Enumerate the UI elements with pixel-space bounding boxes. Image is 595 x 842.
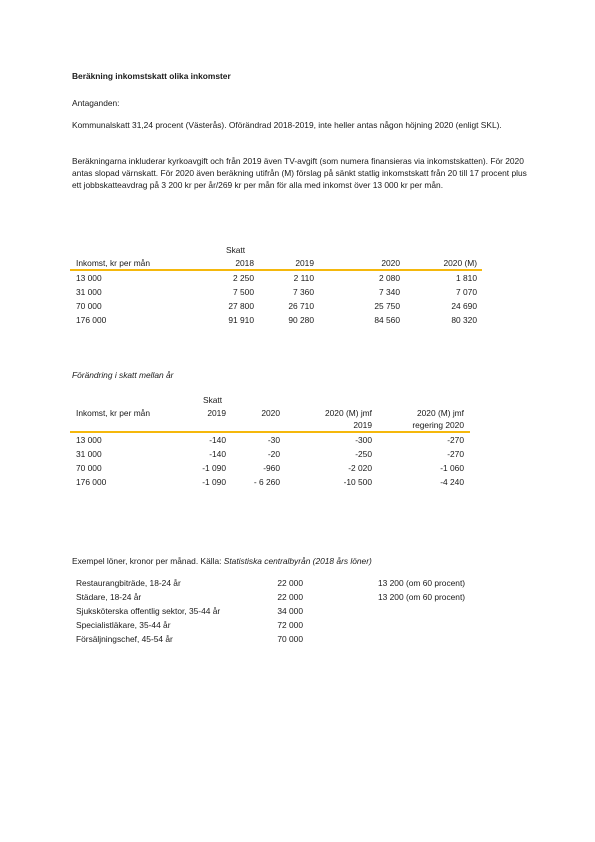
salary-note: 13 200 (om 60 procent) — [378, 592, 466, 602]
salary-amount: 34 000 — [277, 606, 303, 616]
table2-header-m-vs-2019: 2020 (M) jmf — [324, 408, 372, 418]
table-cell: -1 060 — [440, 463, 464, 473]
salary-amount: 22 000 — [277, 578, 303, 588]
salary-amount: 72 000 — [277, 620, 303, 630]
table2-header-m-vs-gov: 2020 (M) jmf — [416, 408, 464, 418]
salary-job: Försäljningschef, 45-54 år — [76, 634, 173, 644]
table-cell: 7 500 — [233, 287, 254, 297]
salaries-caption-source: Statistiska centralbyrån (2018 års löner) — [223, 556, 372, 566]
table-cell: 176 000 — [76, 315, 107, 325]
salary-amount: 70 000 — [277, 634, 303, 644]
salary-job: Sjuksköterska offentlig sektor, 35-44 år — [76, 606, 221, 616]
table-cell: -140 — [209, 449, 226, 459]
table2-header-2020: 2020 — [261, 408, 280, 418]
table2-header-m-vs-2019-line2: 2019 — [353, 420, 372, 430]
table1-header-2020m: 2020 (M) — [443, 258, 477, 268]
table-cell: 31 000 — [76, 287, 102, 297]
table-cell: 91 910 — [228, 315, 254, 325]
table-cell: 13 000 — [76, 273, 102, 283]
table-cell: -250 — [355, 449, 372, 459]
table-cell: 31 000 — [76, 449, 102, 459]
salary-amount: 22 000 — [277, 592, 303, 602]
salaries-caption — [72, 556, 372, 566]
salary-job: Städare, 18-24 år — [76, 592, 142, 602]
table-cell: 26 710 — [288, 301, 314, 311]
table-cell: 1 810 — [456, 273, 477, 283]
salaries-caption-text: Exempel löner, kronor per månad. Källa: — [72, 556, 224, 566]
table1-header-2018: 2018 — [235, 258, 254, 268]
table2-super-header: Skatt — [203, 395, 223, 405]
table-cell: 7 360 — [293, 287, 314, 297]
table-cell: -30 — [267, 435, 280, 445]
paragraph-municipal-tax: Kommunalskatt 31,24 procent (Västerås). Oförändrad 2018-2019, inte heller antas någon höjning 2020 (enligt SKL). — [72, 120, 502, 130]
table2-header-income: Inkomst, kr per mån — [76, 408, 151, 418]
table-cell: -2 020 — [348, 463, 372, 473]
change-table-title: Förändring i skatt mellan år — [72, 370, 174, 380]
table1-header-2019: 2019 — [295, 258, 314, 268]
table-cell: 27 800 — [228, 301, 254, 311]
table-cell: -20 — [267, 449, 280, 459]
table1-header-rule — [70, 269, 482, 271]
table-cell: 7 340 — [379, 287, 400, 297]
salary-note: 13 200 (om 60 procent) — [378, 578, 466, 588]
table-cell: 84 560 — [374, 315, 400, 325]
paragraph-calculation-notes: Beräkningarna inkluderar kyrkoavgift och från 2019 även TV-avgift (som numera finansieras via inkomstskatten). För 2020 antas slopad värnskatt. För 2020 även beräkning utifrån (M) förslag på sänkt statlig inkomstskatt från 20 till 17 procent plus ett jobbskatteavdrag på 3 200 kr per år/269 kr per mån för alla med inkomst över 13 000 kr per mån. — [72, 156, 527, 190]
table-cell: -4 240 — [440, 477, 464, 487]
table-cell: 70 000 — [76, 463, 102, 473]
table-cell: -10 500 — [343, 477, 372, 487]
table-cell: 176 000 — [76, 477, 107, 487]
table-cell: 2 250 — [233, 273, 254, 283]
table-cell: 7 070 — [456, 287, 477, 297]
table1-header-income: Inkomst, kr per mån — [76, 258, 151, 268]
table-cell: - 6 260 — [253, 477, 280, 487]
table-cell: -270 — [447, 435, 464, 445]
table-cell: -140 — [209, 435, 226, 445]
table-cell: 2 080 — [379, 273, 400, 283]
table-cell: -960 — [263, 463, 280, 473]
table-cell: -270 — [447, 449, 464, 459]
salary-job: Restaurangbiträde, 18-24 år — [76, 578, 181, 588]
table2-header-m-vs-gov-line2: regering 2020 — [412, 420, 464, 430]
table-cell: 24 690 — [451, 301, 477, 311]
assumptions-heading: Antaganden: — [72, 98, 120, 108]
table-cell: -300 — [355, 435, 372, 445]
table-cell: -1 090 — [202, 477, 226, 487]
table1-super-header: Skatt — [226, 245, 246, 255]
page-title: Beräkning inkomstskatt olika inkomster — [72, 71, 231, 81]
table-cell: -1 090 — [202, 463, 226, 473]
table-cell: 25 750 — [374, 301, 400, 311]
table-cell: 90 280 — [288, 315, 314, 325]
salary-job: Specialistläkare, 35-44 år — [76, 620, 171, 630]
table-cell: 80 320 — [451, 315, 477, 325]
table1-header-2020: 2020 — [381, 258, 400, 268]
table-cell: 13 000 — [76, 435, 102, 445]
table2-header-rule — [70, 431, 470, 433]
table-cell: 70 000 — [76, 301, 102, 311]
table2-header-2019: 2019 — [207, 408, 226, 418]
table-cell: 2 110 — [293, 273, 314, 283]
